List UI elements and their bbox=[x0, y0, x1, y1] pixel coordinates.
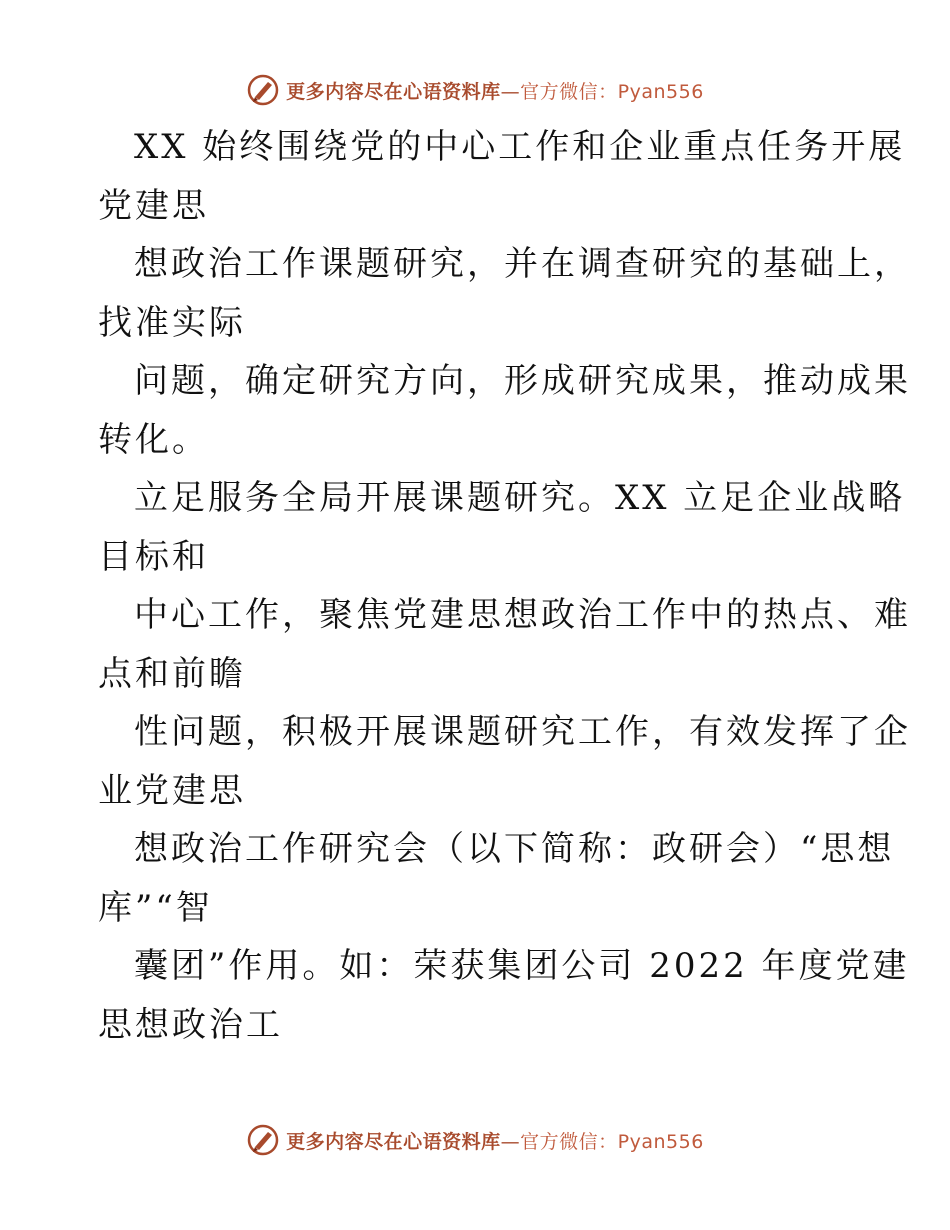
paragraph-line: 思想政治工 bbox=[98, 1004, 283, 1045]
pen-seal-icon bbox=[246, 73, 280, 107]
paragraph-line: 业党建思 bbox=[98, 770, 246, 811]
paragraph-line: 囊团”作用。如：荣获集团公司 2022 年度党建 bbox=[134, 946, 910, 986]
paragraph-line: 立足服务全局开展课题研究。XX 立足企业战略 bbox=[134, 478, 906, 518]
header-watermark bbox=[0, 68, 950, 112]
watermark-text bbox=[286, 1127, 704, 1154]
paragraph-line: 问题，确定研究方向，形成研究成果，推动成果 bbox=[134, 361, 911, 401]
paragraph-line: 想政治工作课题研究，并在调查研究的基础上， bbox=[134, 244, 911, 284]
paragraph-line: 找准实际 bbox=[98, 302, 246, 343]
document-body bbox=[98, 118, 911, 1054]
watermark-brand: 更多内容尽在心语资料库 bbox=[286, 80, 501, 103]
watermark-separator: — bbox=[500, 80, 521, 103]
paragraph-line: 目标和 bbox=[98, 536, 209, 577]
paragraph-line: 党建思 bbox=[98, 185, 209, 226]
watermark-contact: 官方微信：Pyan556 bbox=[520, 80, 704, 103]
paragraph-line: 点和前瞻 bbox=[98, 653, 246, 694]
paragraph-line: 库”“智 bbox=[98, 887, 213, 928]
paragraph-line: 转化。 bbox=[98, 419, 209, 460]
paragraph-line: 中心工作，聚焦党建思想政治工作中的热点、难 bbox=[134, 595, 911, 635]
paragraph-line: 想政治工作研究会（以下简称：政研会）“思想 bbox=[134, 829, 895, 869]
pen-seal-icon bbox=[246, 1123, 280, 1157]
footer-watermark bbox=[0, 1118, 950, 1162]
watermark-separator: — bbox=[500, 1130, 521, 1153]
watermark-contact: 官方微信：Pyan556 bbox=[520, 1130, 704, 1153]
paragraph-line: XX 始终围绕党的中心工作和企业重点任务开展 bbox=[134, 127, 906, 167]
watermark-brand: 更多内容尽在心语资料库 bbox=[286, 1130, 501, 1153]
paragraph-line: 性问题，积极开展课题研究工作，有效发挥了企 bbox=[134, 712, 911, 752]
watermark-text bbox=[286, 77, 704, 104]
